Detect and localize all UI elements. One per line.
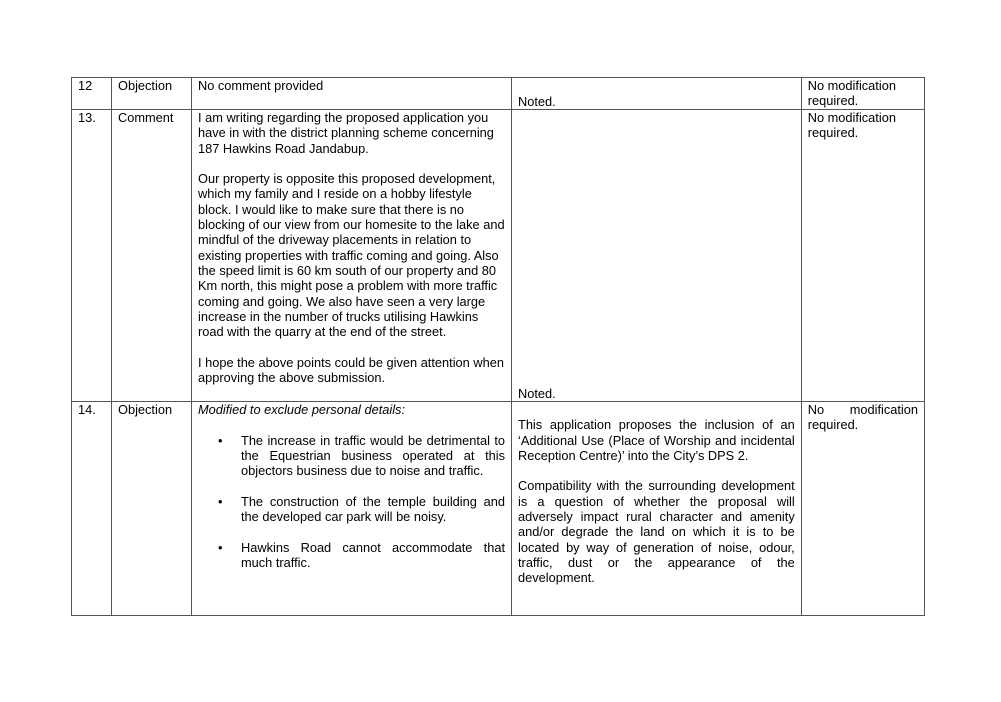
table-row <box>72 78 925 110</box>
submission-cell <box>192 110 512 402</box>
submission-type: Objection <box>112 78 192 110</box>
table-row <box>72 402 925 616</box>
submission-number: 14. <box>72 402 112 616</box>
response-text: Noted. <box>518 93 556 109</box>
submission-paragraph: I hope the above points could be given attention when approving the above submission. <box>198 354 504 386</box>
response-cell <box>512 402 802 616</box>
response-cell <box>512 78 802 110</box>
submission-number: 12 <box>72 78 112 110</box>
list-item: • The construction of the temple building and the developed car park will be noisy. <box>218 493 505 525</box>
response-text: Noted. <box>518 385 556 401</box>
response-cell <box>512 110 802 402</box>
bullet-icon: • <box>218 432 223 448</box>
submission-number: 13. <box>72 110 112 402</box>
submission-type: Comment <box>112 110 192 402</box>
table-row <box>72 110 925 402</box>
recommendation-text: No modification required. <box>801 78 924 110</box>
submission-paragraph: Our property is opposite this proposed development, which my family and I reside on a hobby lifestyle block. I would like to make sure that there is no blocking of our view from our homesite to the lake and mindful of the driveway placements in relation to existing properties with traffic coming and going. Also the speed limit is 60 km south of our property and 80 Km north, this might pose a problem with more traffic coming and going. We also have seen a very large increase in the number of trucks utilising Hawkins road with the quarry at the end of the street. <box>198 171 505 340</box>
list-item: • The increase in traffic would be detrimental to the Equestrian business operated at this objectors business due to noise and traffic. <box>218 432 505 479</box>
recommendation-text: No modification required. <box>801 110 924 402</box>
submission-paragraph: I am writing regarding the proposed application you have in with the district planning scheme concerning 187 Hawkins Road Jandabup. <box>198 110 494 156</box>
bullet-icon: • <box>218 539 223 555</box>
submission-text: No comment provided <box>192 78 512 110</box>
objection-points <box>198 433 505 571</box>
response-paragraph: Compatibility with the surrounding development is a question of whether the proposal will adversely impact rural character and amenity and/or degrade the land on which it is to be located by way of generation of noise, odour, traffic, dust or the appearance of the development. <box>518 478 795 586</box>
submissions-table <box>71 77 925 616</box>
list-item: • Hawkins Road cannot accommodate that much traffic. <box>218 539 505 570</box>
submission-intro: Modified to exclude personal details: <box>198 402 406 417</box>
bullet-icon: • <box>218 493 223 509</box>
response-paragraph: This application proposes the inclusion of an ‘Additional Use (Place of Worship and incidental Reception Centre)’ into the City’s DPS 2. <box>518 417 795 463</box>
submission-cell <box>192 402 512 616</box>
submission-type: Objection <box>112 402 192 616</box>
recommendation-text: No modification required. <box>801 402 924 616</box>
